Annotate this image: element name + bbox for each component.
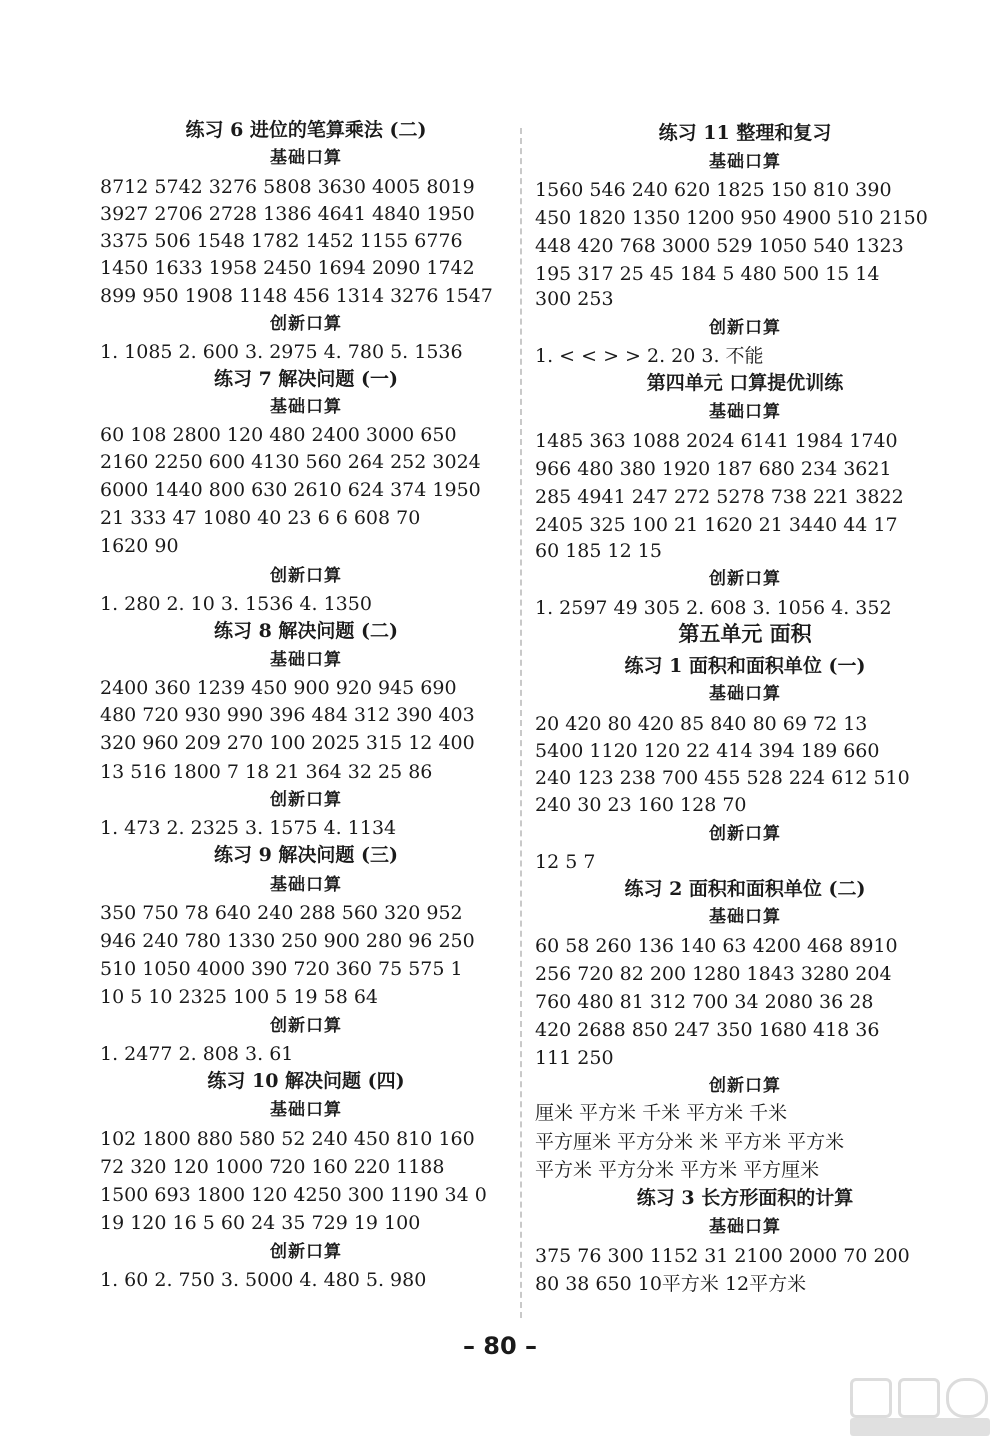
answer-row: 1. 1085 2. 600 3. 2975 4. 780 5. 1536 xyxy=(100,341,463,363)
section-title: 练习 6 进位的笔算乘法 (二) xyxy=(185,119,427,141)
answer-row: 1450 1633 1958 2450 1694 2090 1742 xyxy=(100,257,475,279)
section-subtitle: 基础口算 xyxy=(270,650,342,670)
section-subtitle: 基础口算 xyxy=(709,684,781,704)
answer-row: 1560 546 240 620 1825 150 810 390 xyxy=(535,179,892,201)
answer-row: 2405 325 100 21 1620 21 3440 44 17 xyxy=(535,514,898,536)
answer-row: 平方厘米 平方分米 米 平方米 平方米 xyxy=(535,1131,845,1153)
answer-row: 21 333 47 1080 40 23 6 6 608 70 xyxy=(100,507,421,529)
answer-row: 102 1800 880 580 52 240 450 810 160 xyxy=(100,1128,475,1150)
answer-row: 1. 280 2. 10 3. 1536 4. 1350 xyxy=(100,593,372,615)
answer-row: 946 240 780 1330 250 900 280 96 250 xyxy=(100,930,475,952)
section-subtitle: 创新口算 xyxy=(270,790,342,810)
answer-row: 3375 506 1548 1782 1452 1155 6776 xyxy=(100,230,463,252)
answer-row: 448 420 768 3000 529 1050 540 1323 xyxy=(535,235,904,257)
section-title: 练习 2 面积和面积单位 (二) xyxy=(624,878,866,900)
section-title: 练习 11 整理和复习 xyxy=(658,122,832,144)
section-subtitle: 创新口算 xyxy=(709,318,781,338)
answer-row: 320 960 209 270 100 2025 315 12 400 xyxy=(100,732,475,754)
section-title: 练习 8 解决问题 (二) xyxy=(213,620,399,642)
answer-row: 2160 2250 600 4130 560 264 252 3024 xyxy=(100,451,481,473)
answer-row: 285 4941 247 272 5278 738 221 3822 xyxy=(535,486,904,508)
answer-row: 60 185 12 15 xyxy=(535,540,662,562)
answer-row: 8712 5742 3276 5808 3630 4005 8019 xyxy=(100,176,475,198)
answer-row: 72 320 120 1000 720 160 220 1188 xyxy=(100,1156,445,1178)
section-subtitle: 基础口算 xyxy=(709,152,781,172)
answer-row: 480 720 930 990 396 484 312 390 403 xyxy=(100,704,475,726)
answer-row: 450 1820 1350 1200 950 4900 510 2150 xyxy=(535,207,928,229)
section-subtitle: 创新口算 xyxy=(709,1076,781,1096)
answer-row: 420 2688 850 247 350 1680 418 36 xyxy=(535,1019,880,1041)
answer-row: 1620 90 xyxy=(100,535,179,557)
answer-row: 1. 2477 2. 808 3. 61 xyxy=(100,1043,294,1065)
section-title: 练习 10 解决问题 (四) xyxy=(207,1070,405,1092)
answer-row: 760 480 81 312 700 34 2080 36 28 xyxy=(535,991,874,1013)
section-subtitle: 创新口算 xyxy=(270,1016,342,1036)
section-title: 练习 7 解决问题 (一) xyxy=(213,368,399,390)
answer-row: 1485 363 1088 2024 6141 1984 1740 xyxy=(535,430,898,452)
answer-row: 12 5 7 xyxy=(535,851,596,873)
answer-row: 1500 693 1800 120 4250 300 1190 34 0 xyxy=(100,1184,487,1206)
answer-row: 5400 1120 120 22 414 394 189 660 xyxy=(535,740,880,762)
section-subtitle: 基础口算 xyxy=(270,397,342,417)
section-subtitle: 基础口算 xyxy=(709,402,781,422)
section-subtitle: 基础口算 xyxy=(270,875,342,895)
answer-row: 1. < < > > 2. 20 3. 不能 xyxy=(535,345,764,367)
answer-row: 6000 1440 800 630 2610 624 374 1950 xyxy=(100,479,481,501)
answer-row: 1. 2597 49 305 2. 608 3. 1056 4. 352 xyxy=(535,597,892,619)
answer-row: 510 1050 4000 390 720 360 75 575 1 xyxy=(100,958,463,980)
section-title: 练习 9 解决问题 (三) xyxy=(213,844,399,866)
section-subtitle: 基础口算 xyxy=(709,907,781,927)
column-divider xyxy=(520,128,522,1318)
section-subtitle: 基础口算 xyxy=(270,1100,342,1120)
answer-row: 60 108 2800 120 480 2400 3000 650 xyxy=(100,424,457,446)
answer-row: 2400 360 1239 450 900 920 945 690 xyxy=(100,677,457,699)
answer-row: 20 420 80 420 85 840 80 69 72 13 xyxy=(535,713,868,735)
section-subtitle: 基础口算 xyxy=(270,148,342,168)
page-number: – 80 – xyxy=(462,1332,538,1360)
answer-row: 240 30 23 160 128 70 xyxy=(535,794,747,816)
answer-row: 平方米 平方分米 平方米 平方厘米 xyxy=(535,1159,820,1181)
answer-row: 19 120 16 5 60 24 35 729 19 100 xyxy=(100,1212,421,1234)
section-title: 练习 1 面积和面积单位 (一) xyxy=(624,655,866,677)
answer-row: 256 720 82 200 1280 1843 3280 204 xyxy=(535,963,892,985)
answer-row: 80 38 650 10平方米 12平方米 xyxy=(535,1273,807,1295)
answer-row: 240 123 238 700 455 528 224 612 510 xyxy=(535,767,910,789)
answer-row: 1. 473 2. 2325 3. 1575 4. 1134 xyxy=(100,817,397,839)
section-subtitle: 创新口算 xyxy=(270,314,342,334)
answer-row: 3927 2706 2728 1386 4641 4840 1950 xyxy=(100,203,475,225)
answer-row: 350 750 78 640 240 288 560 320 952 xyxy=(100,902,463,924)
unit-title: 第五单元 面积 xyxy=(678,621,812,646)
answer-row: 966 480 380 1920 187 680 234 3621 xyxy=(535,458,892,480)
section-subtitle: 创新口算 xyxy=(270,566,342,586)
answer-row: 195 317 25 45 184 5 480 500 15 14 xyxy=(535,263,880,285)
section-title: 第四单元 口算提优训练 xyxy=(646,372,844,394)
answer-row: 1. 60 2. 750 3. 5000 4. 480 5. 980 xyxy=(100,1269,427,1291)
section-subtitle: 创新口算 xyxy=(270,1242,342,1262)
answer-row: 13 516 1800 7 18 21 364 32 25 86 xyxy=(100,761,433,783)
section-subtitle: 基础口算 xyxy=(709,1217,781,1237)
answer-row: 厘米 平方米 千米 平方米 千米 xyxy=(535,1102,788,1124)
section-subtitle: 创新口算 xyxy=(709,569,781,589)
answer-row: 10 5 10 2325 100 5 19 58 64 xyxy=(100,986,378,1008)
watermark-logo xyxy=(850,1372,990,1442)
answer-row: 899 950 1908 1148 456 1314 3276 1547 xyxy=(100,285,493,307)
answer-row: 300 253 xyxy=(535,288,614,310)
section-title: 练习 3 长方形面积的计算 xyxy=(636,1187,854,1209)
answer-row: 60 58 260 136 140 63 4200 468 8910 xyxy=(535,935,898,957)
section-subtitle: 创新口算 xyxy=(709,824,781,844)
answer-row: 111 250 xyxy=(535,1047,614,1069)
answer-row: 375 76 300 1152 31 2100 2000 70 200 xyxy=(535,1245,910,1267)
